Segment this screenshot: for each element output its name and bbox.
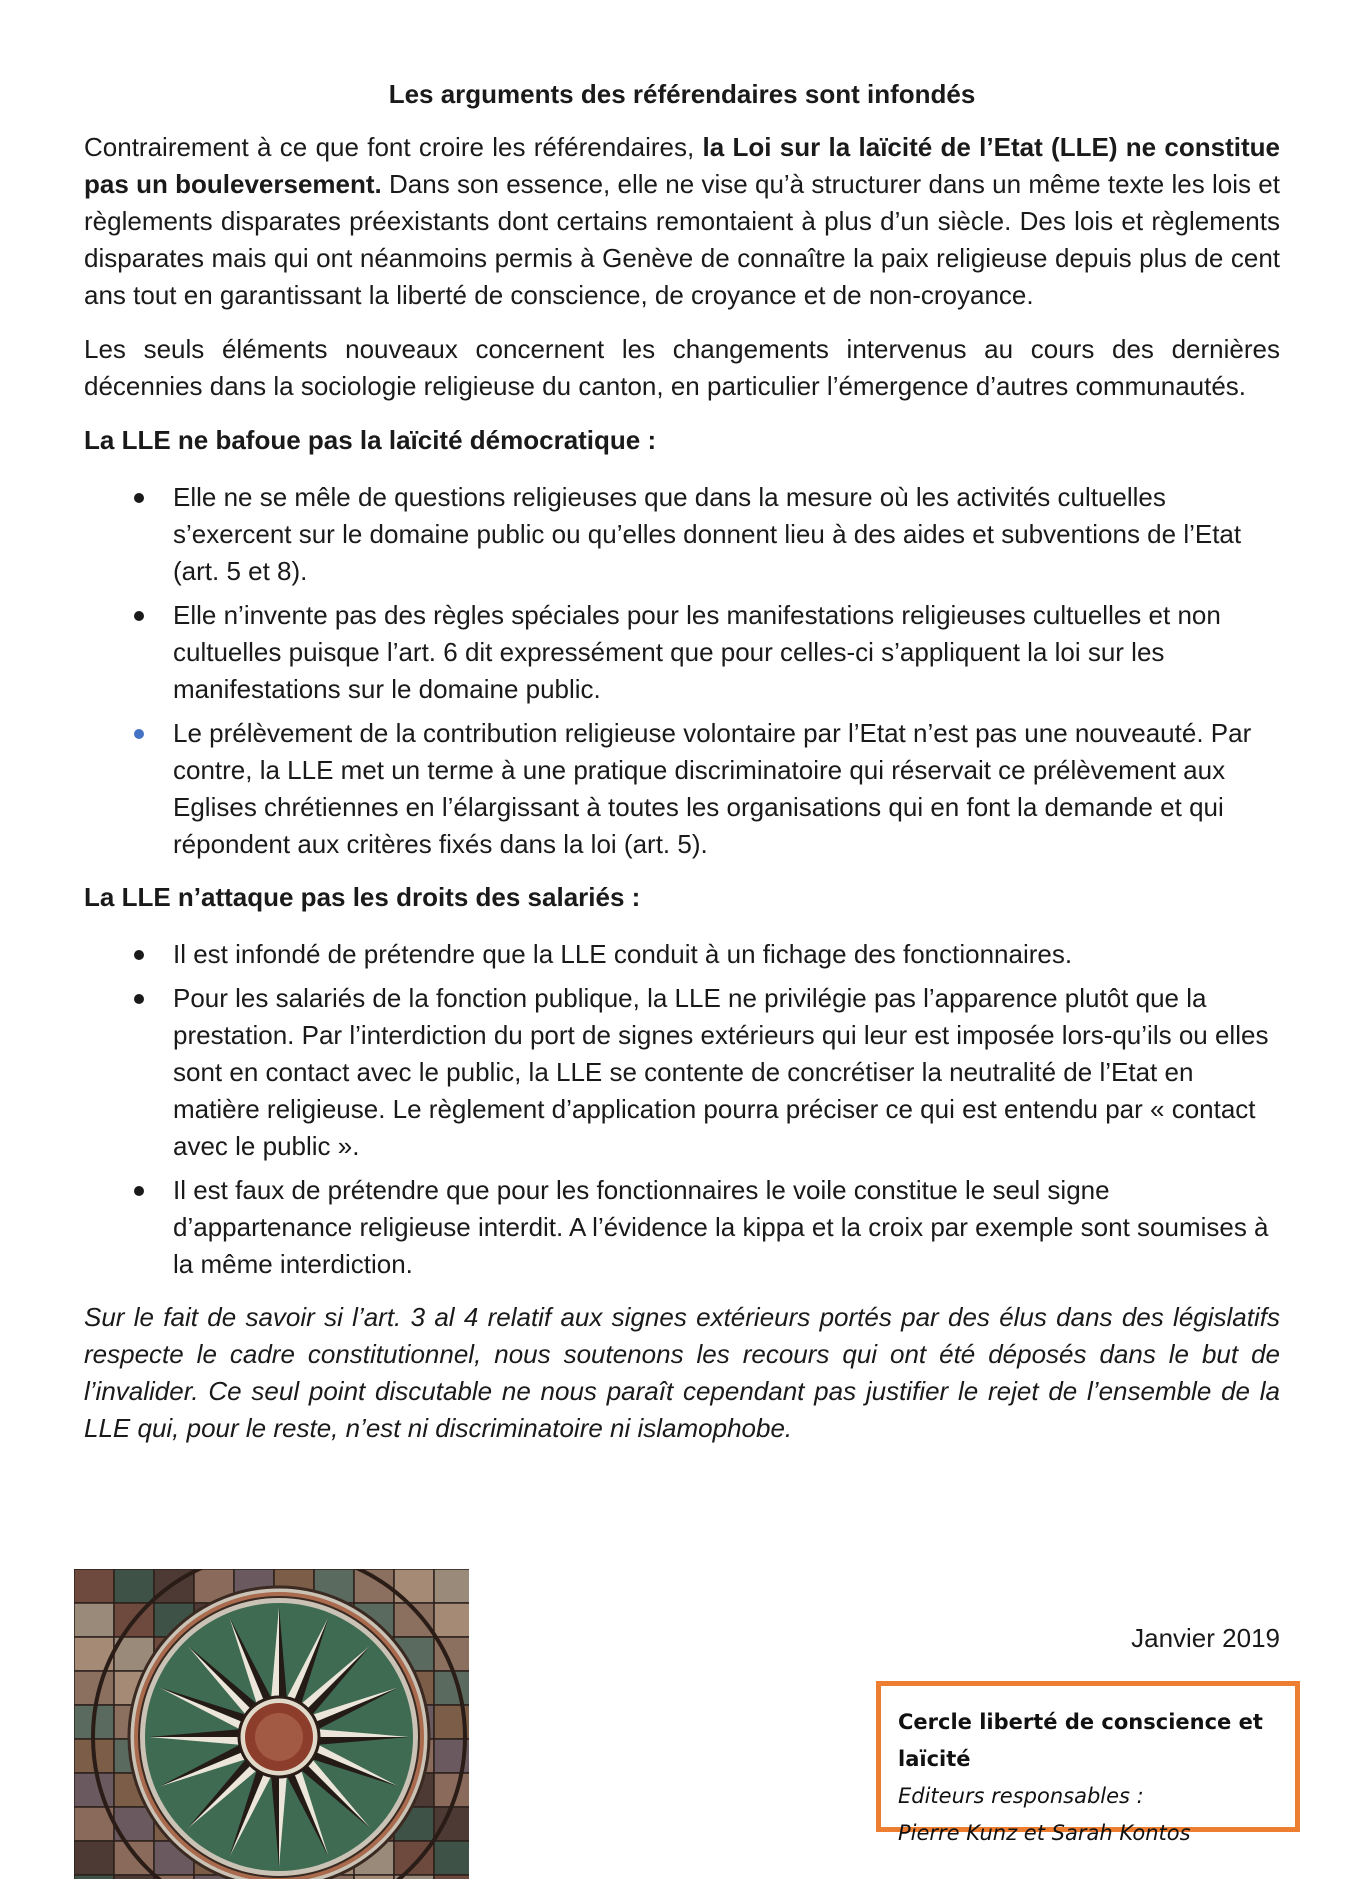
document-title: Les arguments des référendaires sont infondés (388, 79, 976, 109)
list-item-text: Il est faux de prétendre que pour les fonctionnaires le voile constitue le seul signe d’appartenance religieuse interdit. A l’évidence la kippa et la croix par exemple sont soumises à la même interdiction. (173, 1175, 1269, 1279)
bullet-icon (134, 950, 144, 960)
publisher-names: Pierre Kunz et Sarah Kontos (898, 1821, 1191, 1845)
list-item (84, 980, 1280, 1165)
intro-text-b: Dans son essence, elle ne vise qu’à structurer dans un même texte les lois et règlements disparates préexistants dont certains remontaient à plus d’un siècle. Des lois et règlements disparates mais qui ont néanmoins permis à Genève de connaître la paix religieuse depuis plus de cent ans tout en garantissant la liberté de conscience, de croyance et de non-croyance. (84, 169, 1280, 310)
list-item (84, 597, 1280, 708)
document-date: Janvier 2019 (1131, 1623, 1280, 1653)
section-heading-salaries: La LLE n’attaque pas les droits des salariés : (84, 882, 641, 912)
list-item-text: Le prélèvement de la contribution religieuse volontaire par l’Etat n’est pas une nouveauté. Par contre, la LLE met un terme à une pratique discriminatoire qui réservait ce prélèvement aux Eglises chrétiennes en l’élargissant à toutes les organisations qui en font la demande et qui répondent aux critères fixés dans la loi (art. 5). (173, 718, 1252, 859)
publisher-organisation: Cercle liberté de conscience et laïcité (898, 1710, 1263, 1771)
list-salaries (84, 936, 1280, 1283)
bullet-icon (134, 1186, 144, 1196)
intro-bold-claim: la Loi sur la laïcité de l’Etat (LLE) ne constitue pas un bouleversement. (84, 132, 1280, 199)
bullet-icon (134, 994, 144, 1004)
mosaic-compass-image (74, 1569, 469, 1879)
bullet-icon (134, 729, 144, 739)
list-item-text: Pour les salariés de la fonction publique, la LLE ne privilégie pas l’apparence plutôt que la prestation. Par l’interdiction du port de signes extérieurs qui leur est imposée lors-qu’ils ou elles sont en contact avec le public, la LLE se contente de concrétiser la neutralité de l’Etat en matière religieuse. Le règlement d’application pourra préciser ce qui est entendu par « contact avec le public ». (173, 983, 1269, 1161)
bullet-icon (134, 611, 144, 621)
list-item-text: Il est infondé de prétendre que la LLE conduit à un fichage des fonctionnaires. (173, 939, 1073, 969)
list-item (84, 936, 1280, 973)
document-body (84, 76, 1280, 1464)
publisher-role: Editeurs responsables : (898, 1784, 1144, 1808)
intro-text-a: Contrairement à ce que font croire les référendaires, (84, 132, 703, 162)
list-item (84, 479, 1280, 590)
list-item (84, 715, 1280, 863)
list-item (84, 1172, 1280, 1283)
list-laicite (84, 479, 1280, 863)
intro-paragraph-1 (84, 129, 1280, 314)
list-item-text: Elle ne se mêle de questions religieuses que dans la mesure où les activités cultuelles s’exercent sur le domaine public ou qu’elles donnent lieu à des aides et subventions de l’Etat (art. 5 et 8). (173, 482, 1242, 586)
list-item-text: Elle n’invente pas des règles spéciales pour les manifestations religieuses cultuelles et non cultuelles puisque l’art. 6 dit expressément que pour celles-ci s’appliquent la loi sur les manifestations sur le domaine public. (173, 600, 1221, 704)
publisher-box (876, 1681, 1300, 1845)
closing-paragraph: Sur le fait de savoir si l’art. 3 al 4 relatif aux signes extérieurs portés par des élus dans des législatifs respecte le cadre constitutionnel, nous soutenons les recours qui ont été déposés dans le but de l’invalider. Ce seul point discutable ne nous paraît cependant pas justifier le rejet de l’ensemble de la LLE qui, pour le reste, n’est ni discriminatoire ni islamophobe. (84, 1302, 1280, 1443)
section-heading-laicite: La LLE ne bafoue pas la laïcité démocratique : (84, 425, 657, 455)
intro-paragraph-2: Les seuls éléments nouveaux concernent les changements intervenus au cours des dernières décennies dans la sociologie religieuse du canton, en particulier l’émergence d’autres communautés. (84, 334, 1280, 401)
bullet-icon (134, 493, 144, 503)
